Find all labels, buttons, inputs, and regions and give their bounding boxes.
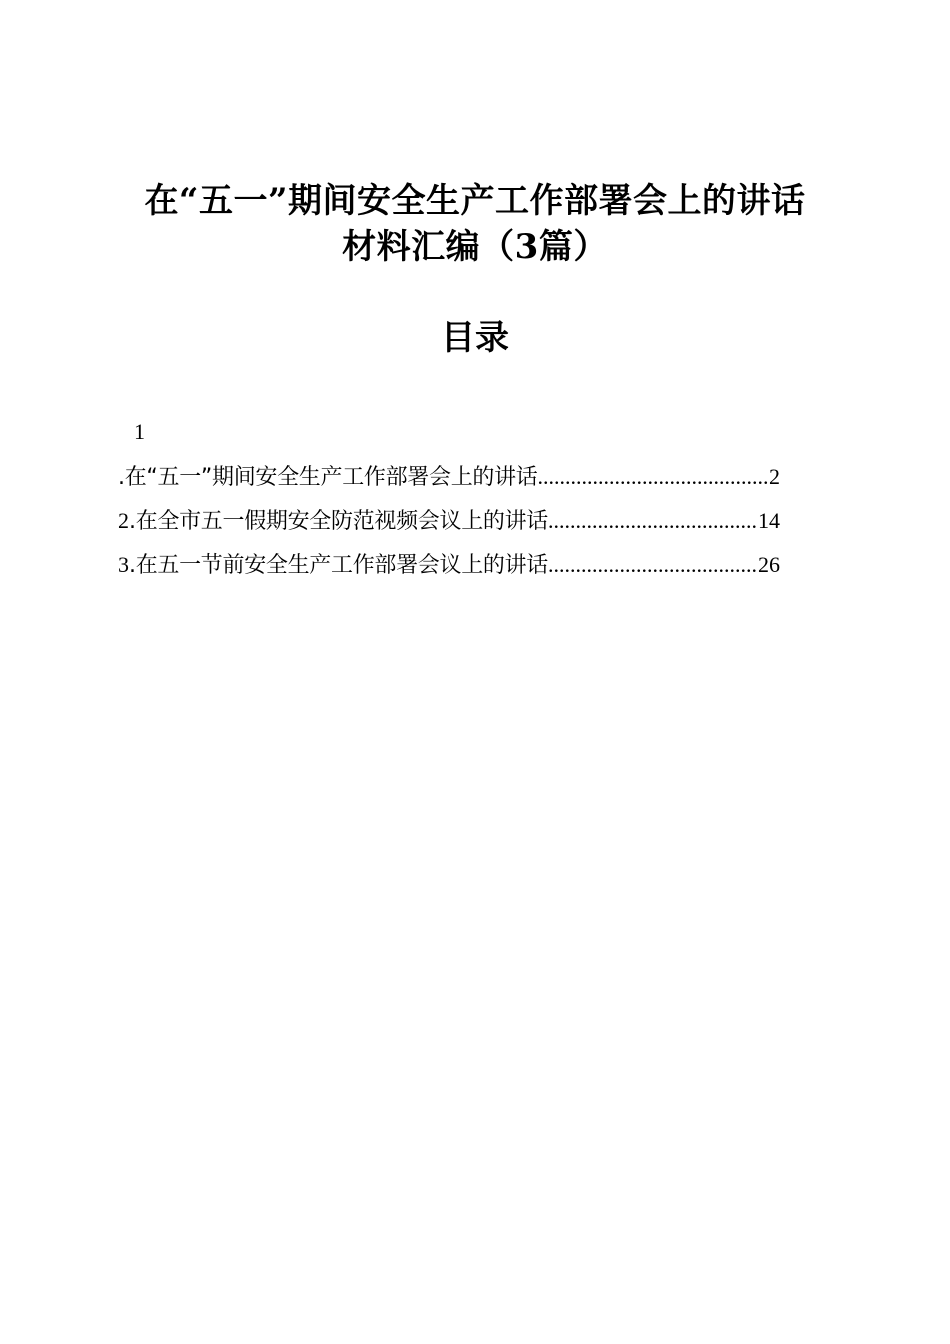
toc-entry-label: .在全市五一假期安全防范视频会议上的讲话 xyxy=(129,509,548,534)
document-title xyxy=(100,178,850,270)
toc-leader-dots xyxy=(548,550,758,580)
title-line-2: 材料汇编（3篇） xyxy=(342,227,608,267)
title-line-1: 在“五一”期间安全生产工作部署会上的讲话 xyxy=(144,181,806,221)
toc-entry[interactable] xyxy=(118,462,780,493)
toc-entry[interactable] xyxy=(118,550,780,581)
toc-heading: 目录 xyxy=(441,318,509,358)
toc-entry-page: 2 xyxy=(769,464,780,489)
toc-entry-label: .在五一节前安全生产工作部署会议上的讲话 xyxy=(129,553,548,578)
toc-entry-number: 3 xyxy=(118,552,129,577)
toc-entry-label: .在“五一”期间安全生产工作部署会上的讲话 xyxy=(118,465,538,490)
toc-leader-dots xyxy=(538,462,770,492)
toc-entry-number: 2 xyxy=(118,508,129,533)
toc-entry-page: 14 xyxy=(758,508,780,533)
toc-entry-page: 26 xyxy=(758,552,780,577)
toc-entry[interactable] xyxy=(118,506,780,537)
toc-leader-dots xyxy=(548,506,758,536)
toc-orphan-number: 1 xyxy=(134,419,145,444)
